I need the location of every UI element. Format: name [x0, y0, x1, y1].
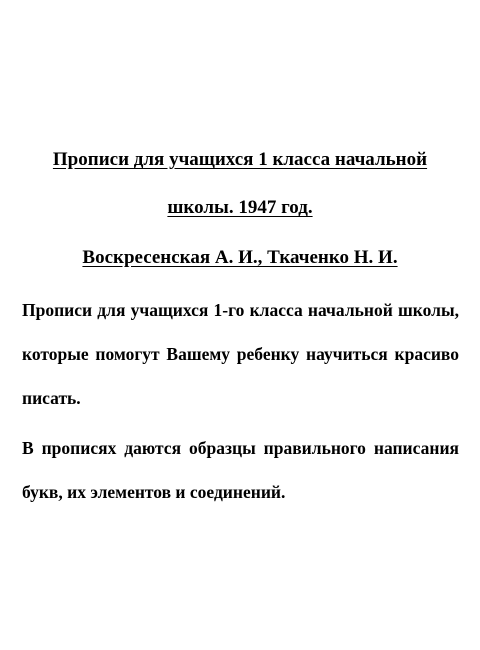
- document-title: Прописи для учащихся 1 класса начальной школы. 1947 год.: [52, 149, 428, 218]
- description-paragraph-1: Прописи для учащихся 1-го класса начальной школы, которые помогут Вашему ребенку научиться красиво писать.: [22, 300, 459, 408]
- description-paragraph-2: В прописях даются образцы правильного написания букв, их элементов и соединений.: [22, 438, 459, 502]
- document-authors: Воскресенская А. И., Ткаченко Н. И.: [82, 247, 398, 268]
